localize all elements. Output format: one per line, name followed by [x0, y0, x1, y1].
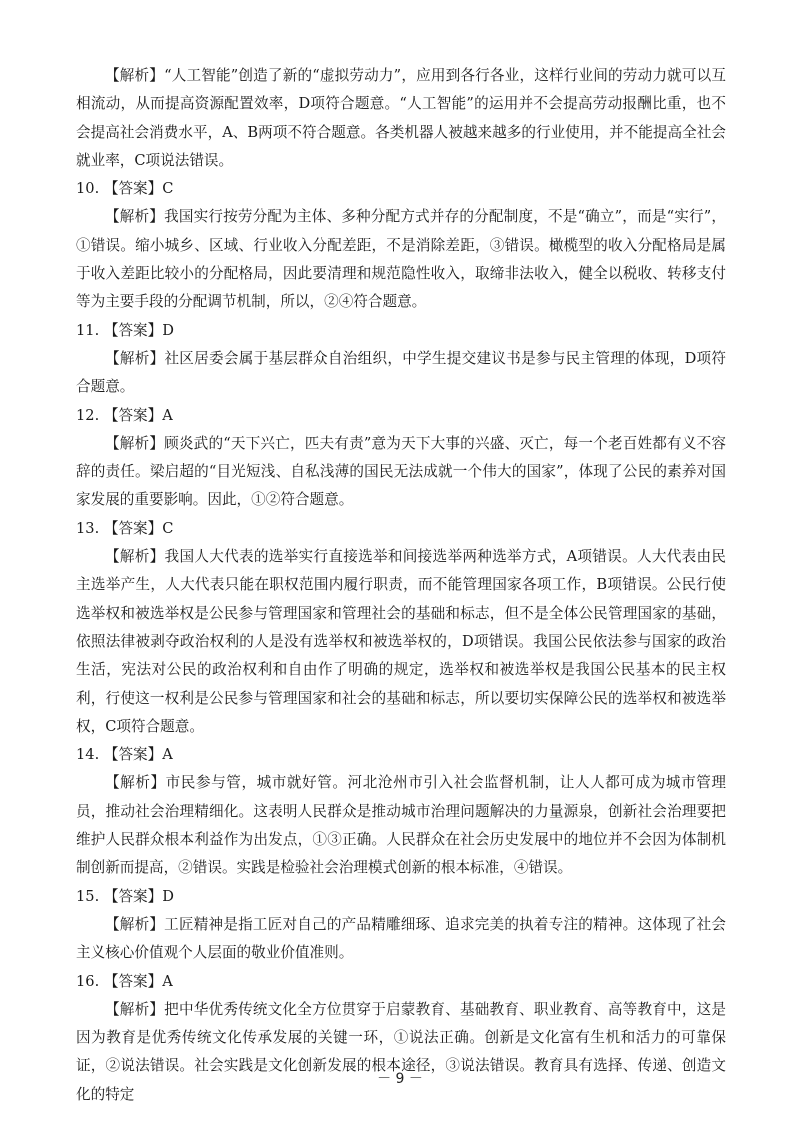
analysis-paragraph-15: 【解析】工匠精神是指工匠对自己的产品精雕细琢、追求完美的执着专注的精神。这体现了社会主义核心价值观个人层面的敬业价值准则。 [76, 915, 726, 962]
analysis-paragraph-10: 【解析】我国实行按劳分配为主体、多种分配方式并存的分配制度，不是“确立”，而是“实行”，①错误。缩小城乡、区域、行业收入分配差距，不是消除差距，③错误。橄榄型的收入分配格局是属于收入差距比较小的分配格局，因此要清理和规范隐性收入，取缔非法收入，健全以税收、转移支付等为主要手段的分配调节机制，所以，②④符合题意。 [76, 208, 726, 311]
answer-line-10: 10. 【答案】C [76, 180, 174, 198]
answer-line-13: 13. 【答案】C [76, 519, 174, 537]
question-block-15 [76, 883, 726, 968]
analysis-paragraph-13: 【解析】我国人大代表的选举实行直接选举和间接选举两种选举方式，A项错误。人大代表由民主选举产生，人大代表只能在职权范围内履行职责，而不能管理国家各项工作，B项错误。公民行使选举权和被选举权是公民参与管理国家和管理社会的基础和标志，但不是全体公民管理国家的基础，依照法律被剥夺政治权利的人是没有选举权和被选举权的，D项错误。我国公民依法参与国家的政治生活，宪法对公民的政治权利和自由作了明确的规定，选举权和被选举权是我国公民基本的民主权利，行使这一权利是公民参与管理国家和社会的基础和标志，所以要切实保障公民的选举权和被选举权，C项符合题意。 [76, 548, 726, 735]
answer-key-page [76, 62, 726, 1109]
question-block-12 [76, 402, 726, 515]
analysis-paragraph-16: 【解析】把中华优秀传统文化全方位贯穿于启蒙教育、基础教育、职业教育、高等教育中，这是因为教育是优秀传统文化传承发展的关键一环，①说法正确。创新是文化富有生机和活力的可靠保证，②说法错误。社会实践是文化创新发展的根本途径，③说法错误。教育具有选择、传递、创造文化的特定 [76, 1000, 726, 1103]
question-block-14 [76, 741, 726, 882]
page-number: － 9 － [377, 1071, 423, 1087]
analysis-paragraph-12: 【解析】顾炎武的“天下兴亡，匹夫有责”意为天下大事的兴盛、灭亡，每一个老百姓都有义不容辞的责任。梁启超的“目光短浅、自私浅薄的国民无法成就一个伟大的国家”，体现了公民的素养对国家发展的重要影响。因此，①②符合题意。 [76, 434, 726, 509]
question-block-11 [76, 317, 726, 402]
analysis-paragraph-14: 【解析】市民参与管，城市就好管。河北沧州市引入社会监督机制，让人人都可成为城市管理员，推动社会治理精细化。这表明人民群众是推动城市治理问题解决的力量源泉，创新社会治理要把维护人民群众根本利益作为出发点，①③正确。人民群众在社会历史发展中的地位并不会因为体制机制创新而提高，②错误。实践是检验社会治理模式创新的根本标准，④错误。 [76, 774, 726, 877]
answer-line-12: 12. 【答案】A [76, 406, 173, 424]
answer-line-15: 15. 【答案】D [76, 887, 174, 905]
analysis-paragraph-9: 【解析】“人工智能”创造了新的“虚拟劳动力”，应用到各行各业，这样行业间的劳动力就可以互相流动，从而提高资源配置效率，D项符合题意。“人工智能”的运用并不会提高劳动报酬比重，也不会提高社会消费水平，A、B两项不符合题意。各类机器人被越来越多的行业使用，并不能提高全社会就业率，C项说法错误。 [76, 67, 726, 169]
question-block-10 [76, 175, 726, 316]
answer-line-14: 14. 【答案】A [76, 746, 173, 764]
question-block-13 [76, 515, 726, 741]
analysis-paragraph-11: 【解析】社区居委会属于基层群众自治组织，中学生提交建议书是参与民主管理的体现，D项符合题意。 [76, 349, 726, 396]
answer-line-16: 16. 【答案】A [76, 972, 173, 990]
answer-line-11: 11. 【答案】D [76, 321, 174, 339]
